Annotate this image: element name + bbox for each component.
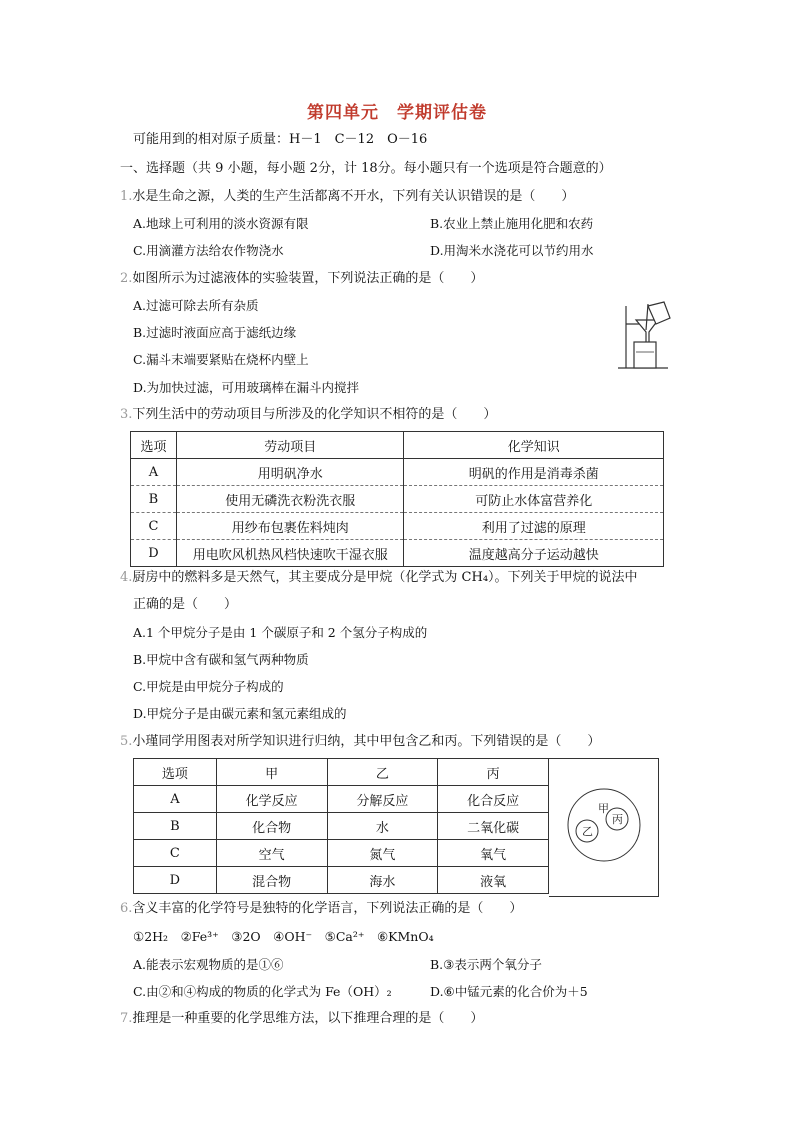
- table-cell: 分解反应: [327, 786, 438, 813]
- table-cell: 二氧化碳: [438, 813, 549, 840]
- question-1-stem: [120, 188, 574, 206]
- question-number: 4.: [120, 570, 133, 585]
- table-cell: 空气: [216, 840, 327, 867]
- table-cell: B: [134, 813, 217, 840]
- table-header-cell: 劳动项目: [176, 432, 404, 459]
- table-cell: B: [131, 486, 177, 513]
- atomic-masses: 可能用到的相对原子质量：H－1 C－12 O－16: [133, 132, 428, 147]
- q1-option-a: A.地球上可利用的淡水资源有限: [133, 216, 309, 231]
- table-row: [131, 486, 664, 513]
- venn-label-outer: 甲: [598, 802, 609, 815]
- table-cell: 水: [327, 813, 438, 840]
- table-cell: D: [148, 545, 159, 561]
- question-text: 含义丰富的化学符号是独特的化学语言，下列说法正确的是（ ）: [132, 901, 523, 916]
- table-cell: 用电吹风机热风档快速吹干湿衣服: [176, 540, 404, 567]
- venn-label-right: 丙: [612, 813, 623, 826]
- q4-option-c: C.甲烷是由甲烷分子构成的: [133, 679, 284, 694]
- table-cell: 利用了过滤的原理: [404, 513, 664, 540]
- table-cell: D: [134, 867, 217, 894]
- table-header-cell: 选项: [131, 432, 177, 459]
- q2-option-d: D.为加快过滤，可用玻璃棒在漏斗内搅拌: [133, 380, 360, 395]
- question-text: 如图所示为过滤液体的实验装置，下列说法正确的是（ ）: [132, 271, 484, 286]
- q2-option-b: B.过滤时液面应高于滤纸边缘: [133, 325, 297, 340]
- question-7-stem: [120, 1010, 483, 1028]
- table-cell: 用纱布包裹佐料炖肉: [176, 513, 404, 540]
- question-5-stem: [120, 733, 600, 751]
- q5-table: [133, 758, 549, 894]
- question-text: 下列生活中的劳动项目与所涉及的化学知识不相符的是（ ）: [132, 407, 497, 422]
- question-number: 5.: [120, 734, 133, 749]
- table-cell: C: [131, 513, 177, 540]
- table-row: [131, 540, 664, 567]
- venn-diagram: [549, 759, 658, 896]
- table-cell: A: [131, 459, 177, 486]
- question-6-stem: [120, 900, 522, 918]
- question-4-stem-cont: 正确的是（ ）: [133, 597, 238, 612]
- q1-option-d: D.用淘米水浇花可以节约用水: [430, 243, 594, 258]
- q1-option-b: B.农业上禁止施用化肥和农药: [430, 216, 594, 231]
- q1-option-c: C.用滴灌方法给农作物浇水: [133, 243, 284, 258]
- question-text: 推理是一种重要的化学思维方法，以下推理合理的是（ ）: [132, 1011, 484, 1026]
- section-heading: 一、选择题（共 9 小题，每小题 2分，计 18分。每小题只有一个选项是符合题意的）: [120, 161, 612, 176]
- question-number: 1.: [120, 189, 133, 204]
- table-cell: 化合物: [216, 813, 327, 840]
- question-text: 小瑾同学用图表对所学知识进行归纳，其中甲包含乙和丙。下列错误的是（ ）: [132, 734, 601, 749]
- table-row: [134, 813, 549, 840]
- table-row: [134, 867, 549, 894]
- q4-option-a: A.1 个甲烷分子是由 1 个碳原子和 2 个氢分子构成的: [133, 625, 428, 640]
- table-cell: 明矾的作用是消毒杀菌: [404, 459, 664, 486]
- question-number: 3.: [120, 407, 133, 422]
- table-row: [131, 459, 664, 486]
- table-cell: C: [134, 840, 217, 867]
- table-cell: A: [134, 786, 217, 813]
- q2-option-c: C.漏斗末端要紧贴在烧杯内壁上: [133, 352, 309, 367]
- table-header-row: [131, 432, 664, 459]
- table-header-cell: 化学知识: [404, 432, 664, 459]
- venn-diagram-box: [549, 758, 659, 897]
- page-title: 第四单元 学期评估卷: [307, 103, 487, 123]
- q6-option-b: B.③表示两个氧分子: [430, 957, 542, 972]
- table-header-cell: 选项: [134, 759, 217, 786]
- question-4-stem: [120, 569, 638, 587]
- venn-label-left: 乙: [582, 825, 593, 838]
- table-cell: 液氧: [438, 867, 549, 894]
- question-text: 水是生命之源，人类的生产生活都离不开水，下列有关认识错误的是（ ）: [132, 189, 575, 204]
- table-header-cell: 乙: [327, 759, 438, 786]
- question-number: 6.: [120, 901, 133, 916]
- q4-option-d: D.甲烷分子是由碳元素和氢元素组成的: [133, 706, 347, 721]
- table-cell: 氧气: [438, 840, 549, 867]
- filtration-apparatus-figure: [612, 300, 674, 372]
- q6-symbols: ①2H₂ ②Fe³⁺ ③2O ④OH⁻ ⑤Ca²⁺ ⑥KMnO₄: [133, 929, 434, 944]
- table-cell: 可防止水体富营养化: [404, 486, 664, 513]
- q3-table: [130, 431, 664, 567]
- table-cell: 用明矾净水: [176, 459, 404, 486]
- table-row: [134, 840, 549, 867]
- table-cell: 混合物: [216, 867, 327, 894]
- table-cell: 海水: [327, 867, 438, 894]
- table-cell: 化学反应: [216, 786, 327, 813]
- table-header-cell: 甲: [216, 759, 327, 786]
- question-3-stem: [120, 406, 496, 424]
- q6-option-a: A.能表示宏观物质的是①⑥: [133, 957, 284, 972]
- table-header-cell: 丙: [438, 759, 549, 786]
- table-cell: 化合反应: [438, 786, 549, 813]
- question-number: 2.: [120, 271, 133, 286]
- table-row: [131, 513, 664, 540]
- q6-option-d: D.⑥中锰元素的化合价为＋5: [430, 984, 588, 999]
- question-number: 7.: [120, 1011, 133, 1026]
- q4-option-b: B.甲烷中含有碳和氢气两种物质: [133, 652, 309, 667]
- table-cell: 氮气: [327, 840, 438, 867]
- q2-option-a: A.过滤可除去所有杂质: [133, 298, 259, 313]
- question-2-stem: [120, 270, 483, 288]
- table-cell: 使用无磷洗衣粉洗衣服: [176, 486, 404, 513]
- table-cell: 温度越高分子运动越快: [404, 540, 664, 567]
- q6-option-c: C.由②和④构成的物质的化学式为 Fe（OH）₂: [133, 984, 392, 999]
- table-row: [134, 786, 549, 813]
- question-text: 厨房中的燃料多是天然气，其主要成分是甲烷（化学式为 CH₄）。下列关于甲烷的说法中: [132, 570, 638, 585]
- table-header-row: [134, 759, 549, 786]
